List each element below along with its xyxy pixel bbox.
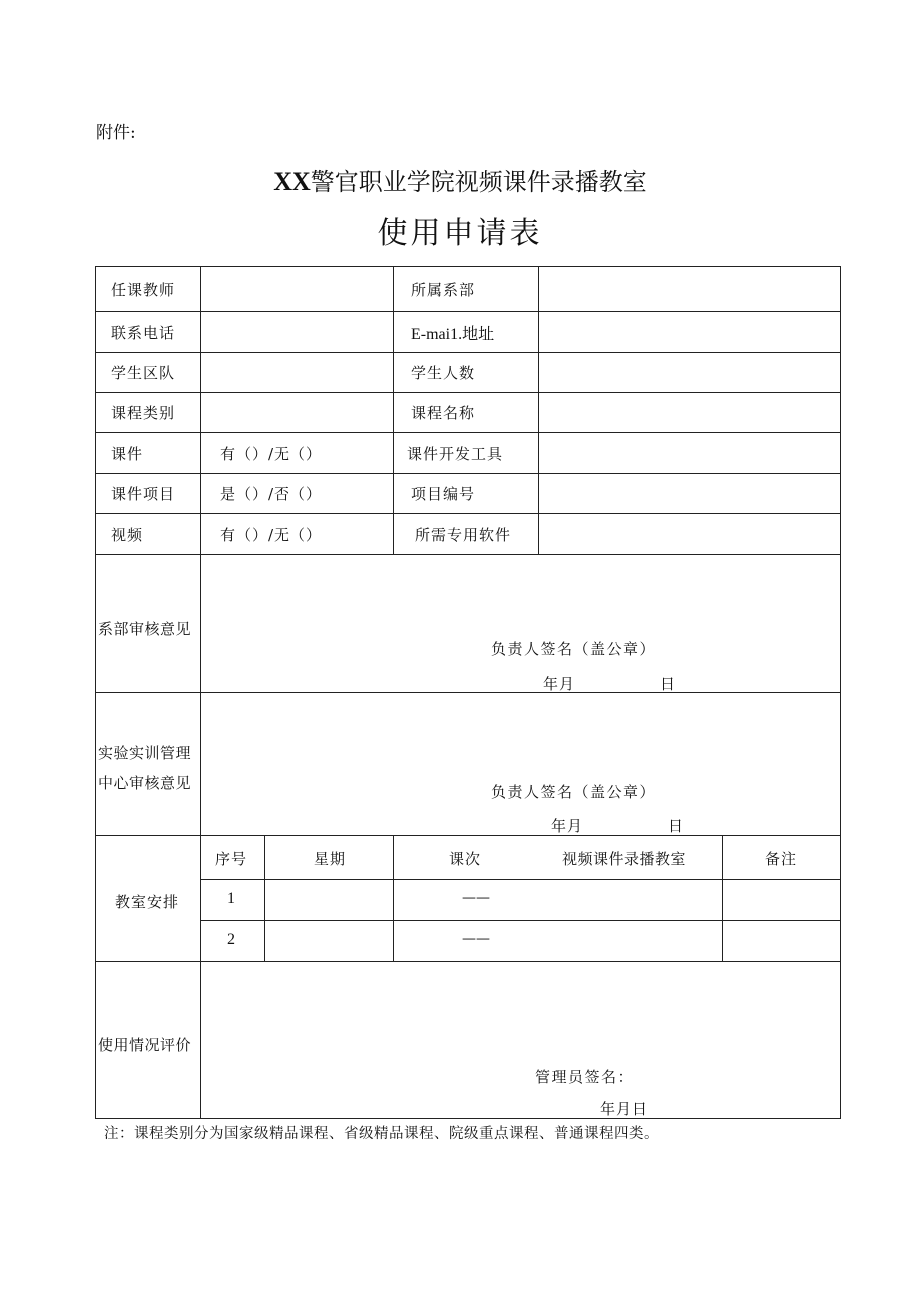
dept-review-date-d: 日 — [660, 675, 677, 693]
schedule-header-remark: 备注 — [765, 850, 798, 868]
lab-review-label-line1: 实验实训管理 — [98, 744, 192, 762]
row-divider — [95, 352, 841, 353]
dept-review-label: 系部审核意见 — [98, 620, 192, 638]
title-prefix: XX — [273, 167, 311, 196]
software-label: 所需专用软件 — [415, 526, 512, 544]
lab-review-date-d: 日 — [668, 817, 685, 835]
course-category-label: 课程类别 — [111, 404, 176, 422]
table-border-right — [840, 266, 841, 1119]
student-count-label: 学生人数 — [411, 364, 476, 382]
project-number-label: 项目编号 — [411, 485, 476, 503]
admin-signature: 管理员签名： — [535, 1068, 635, 1086]
form-title-line1 — [0, 162, 920, 197]
schedule-column-divider — [393, 835, 394, 961]
teacher-label: 任课教师 — [111, 281, 176, 299]
schedule-header-session: 课次 — [449, 850, 482, 868]
phone-label: 联系电话 — [111, 324, 176, 342]
software-field[interactable] — [545, 524, 830, 544]
row-divider — [95, 432, 841, 433]
project-number-field[interactable] — [545, 483, 830, 503]
table-border-top — [95, 266, 841, 267]
row-divider — [95, 692, 841, 693]
department-field[interactable] — [545, 279, 830, 299]
row-divider — [95, 311, 841, 312]
schedule-column-divider — [264, 835, 265, 961]
courseware-option[interactable]: 有（）/无（） — [220, 445, 323, 463]
dept-review-date-ym: 年月 — [543, 675, 576, 693]
title-line1-text: 警官职业学院视频课件录播教室 — [310, 168, 647, 196]
footnote: 注：课程类别分为国家级精品课程、省级精品课程、院级重点课程、普通课程四类。 — [104, 1126, 659, 1142]
form-title-line2: 使用申请表 — [377, 216, 543, 251]
courseware-project-label: 课件项目 — [111, 485, 176, 503]
table-border-left — [95, 266, 96, 1119]
table-border-bottom — [95, 1118, 841, 1119]
label-column-divider — [200, 266, 201, 1119]
dev-tool-field[interactable] — [545, 443, 830, 463]
schedule-row-2-weekday[interactable] — [270, 931, 385, 951]
email-field[interactable] — [545, 322, 830, 342]
courseware-label: 课件 — [111, 445, 144, 463]
course-category-field[interactable] — [205, 402, 385, 422]
schedule-row-1-weekday[interactable] — [270, 890, 385, 910]
schedule-row-1-remark[interactable] — [728, 890, 833, 910]
evaluation-label: 使用情况评价 — [98, 1036, 192, 1054]
column-divider — [538, 266, 539, 555]
course-name-label: 课程名称 — [411, 404, 476, 422]
department-label: 所属系部 — [411, 281, 476, 299]
student-squad-label: 学生区队 — [111, 364, 176, 382]
dept-review-signature: 负责人签名（盖公章） — [491, 640, 657, 658]
attachment-label: 附件: — [96, 123, 136, 143]
teacher-field[interactable] — [205, 279, 385, 299]
column-divider — [393, 266, 394, 555]
courseware-project-option[interactable]: 是（）/否（） — [220, 485, 323, 503]
lab-review-signature: 负责人签名（盖公章） — [491, 783, 657, 801]
student-squad-field[interactable] — [205, 362, 385, 382]
schedule-column-divider — [722, 835, 723, 961]
video-option[interactable]: 有（）/无（） — [220, 526, 323, 544]
row-divider — [95, 392, 841, 393]
schedule-label: 教室安排 — [115, 893, 180, 911]
schedule-row-1-session[interactable]: —— — [462, 890, 490, 906]
schedule-row-divider — [200, 920, 841, 921]
schedule-row-2-no: 2 — [227, 931, 236, 948]
application-form-table — [95, 266, 841, 1119]
row-divider — [95, 961, 841, 962]
row-divider — [95, 473, 841, 474]
schedule-row-2-remark[interactable] — [728, 931, 833, 951]
row-divider — [95, 835, 841, 836]
schedule-row-divider — [200, 879, 841, 880]
evaluation-date: 年月日 — [600, 1100, 649, 1118]
course-name-field[interactable] — [545, 402, 830, 422]
dev-tool-label: 课件开发工具 — [407, 445, 504, 463]
schedule-row-2-session[interactable]: —— — [462, 931, 490, 947]
lab-review-date-ym: 年月 — [551, 817, 584, 835]
video-label: 视频 — [111, 526, 144, 544]
schedule-header-weekday: 星期 — [314, 850, 347, 868]
lab-review-label-line2: 中心审核意见 — [98, 774, 192, 792]
phone-field[interactable] — [205, 322, 385, 342]
email-label: E-mai1.地址 — [411, 326, 495, 343]
row-divider — [95, 554, 841, 555]
schedule-header-no: 序号 — [215, 850, 248, 868]
schedule-row-1-no: 1 — [227, 890, 236, 907]
student-count-field[interactable] — [545, 362, 830, 382]
row-divider — [95, 513, 841, 514]
schedule-header-room: 视频课件录播教室 — [562, 850, 687, 868]
